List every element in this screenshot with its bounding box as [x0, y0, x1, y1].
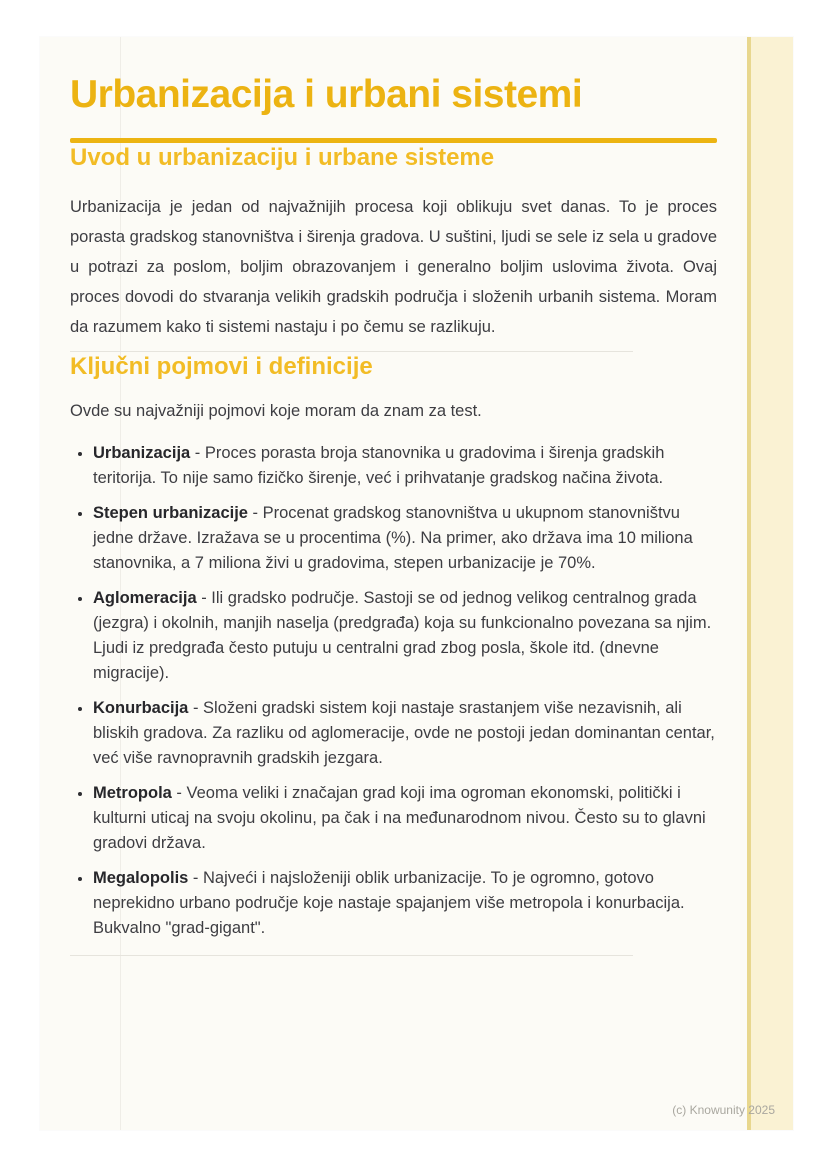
footer-divider	[70, 955, 633, 956]
section-heading-pojmovi: Ključni pojmovi i definicije	[70, 353, 373, 380]
term-definition: - Ili gradsko područje. Sastoji se od jednog velikog centralnog grada (jezgra) i okolnih, manjih naselja (predgrađa) koja su funkcionalno povezana sa njim. Ljudi iz predgrađa često putuju u centralni grad zbog posla, škole itd. (dnevne migracije).	[93, 589, 712, 682]
term-definition: - Procenat gradskog stanovništva u ukupnom stanovništvu jedne države. Izražava se u procentima (%). Na primer, ako država ima 10 miliona stanovnika, a 7 miliona živi u gradovima, stepen urbanizacije je 70%.	[93, 504, 693, 572]
terms-intro-line: Ovde su najvažniji pojmovi koje moram da znam za test.	[70, 402, 482, 420]
page-title: Urbanizacija i urbani sistemi	[70, 73, 583, 116]
term-item	[93, 866, 717, 941]
term-name: Stepen urbanizacije	[93, 504, 248, 522]
page-edge-strip	[747, 37, 793, 1130]
intro-paragraph: Urbanizacija je jedan od najvažnijih procesa koji oblikuju svet danas. To je proces porasta gradskog stanovništva i širenja gradova. U suštini, ljudi se sele iz sela u gradove u potrazi za poslom, boljim obrazovanjem i generalno boljim uslovima života. Ovaj proces dovodi do stvaranja velikih gradskih područja i složenih urbanih sistema. Moram da razumem kako ti sistemi nastaju i po čemu se razlikuju.	[70, 198, 717, 336]
term-item	[93, 586, 717, 686]
term-name: Urbanizacija	[93, 444, 191, 462]
copyright-footer: (c) Knowunity 2025	[672, 1103, 775, 1117]
term-name: Metropola	[93, 784, 172, 802]
term-name: Aglomeracija	[93, 589, 197, 607]
term-name: Megalopolis	[93, 869, 189, 887]
term-list	[70, 441, 717, 941]
term-definition: - Proces porasta broja stanovnika u gradovima i širenja gradskih teritorija. To nije samo fizičko širenje, već i prihvatanje gradskog načina života.	[93, 444, 665, 487]
term-item	[93, 781, 717, 856]
term-definition: - Najveći i najsloženiji oblik urbanizacije. To je ogromno, gotovo neprekidno urbano područje koje nastaje spajanjem više metropola i konurbacija. Bukvalno "grad-gigant".	[93, 869, 685, 937]
term-item	[93, 501, 717, 576]
term-name: Konurbacija	[93, 699, 189, 717]
term-definition: - Veoma veliki i značajan grad koji ima ogroman ekonomski, politički i kulturni uticaj na svoju okolinu, pa čak i na međunarodnom nivou. Često su to glavni gradovi država.	[93, 784, 706, 852]
term-item	[93, 696, 717, 771]
term-definition: - Složeni gradski sistem koji nastaje srastanjem više nezavisnih, ali bliskih gradova. Za razliku od aglomeracije, ovde ne postoji jedan dominantan centar, već više ravnopravnih gradskih jezgara.	[93, 699, 715, 767]
section-heading-uvod: Uvod u urbanizaciju i urbane sisteme	[70, 144, 495, 171]
note-content	[70, 37, 717, 956]
term-item	[93, 441, 717, 491]
note-card	[40, 37, 793, 1130]
